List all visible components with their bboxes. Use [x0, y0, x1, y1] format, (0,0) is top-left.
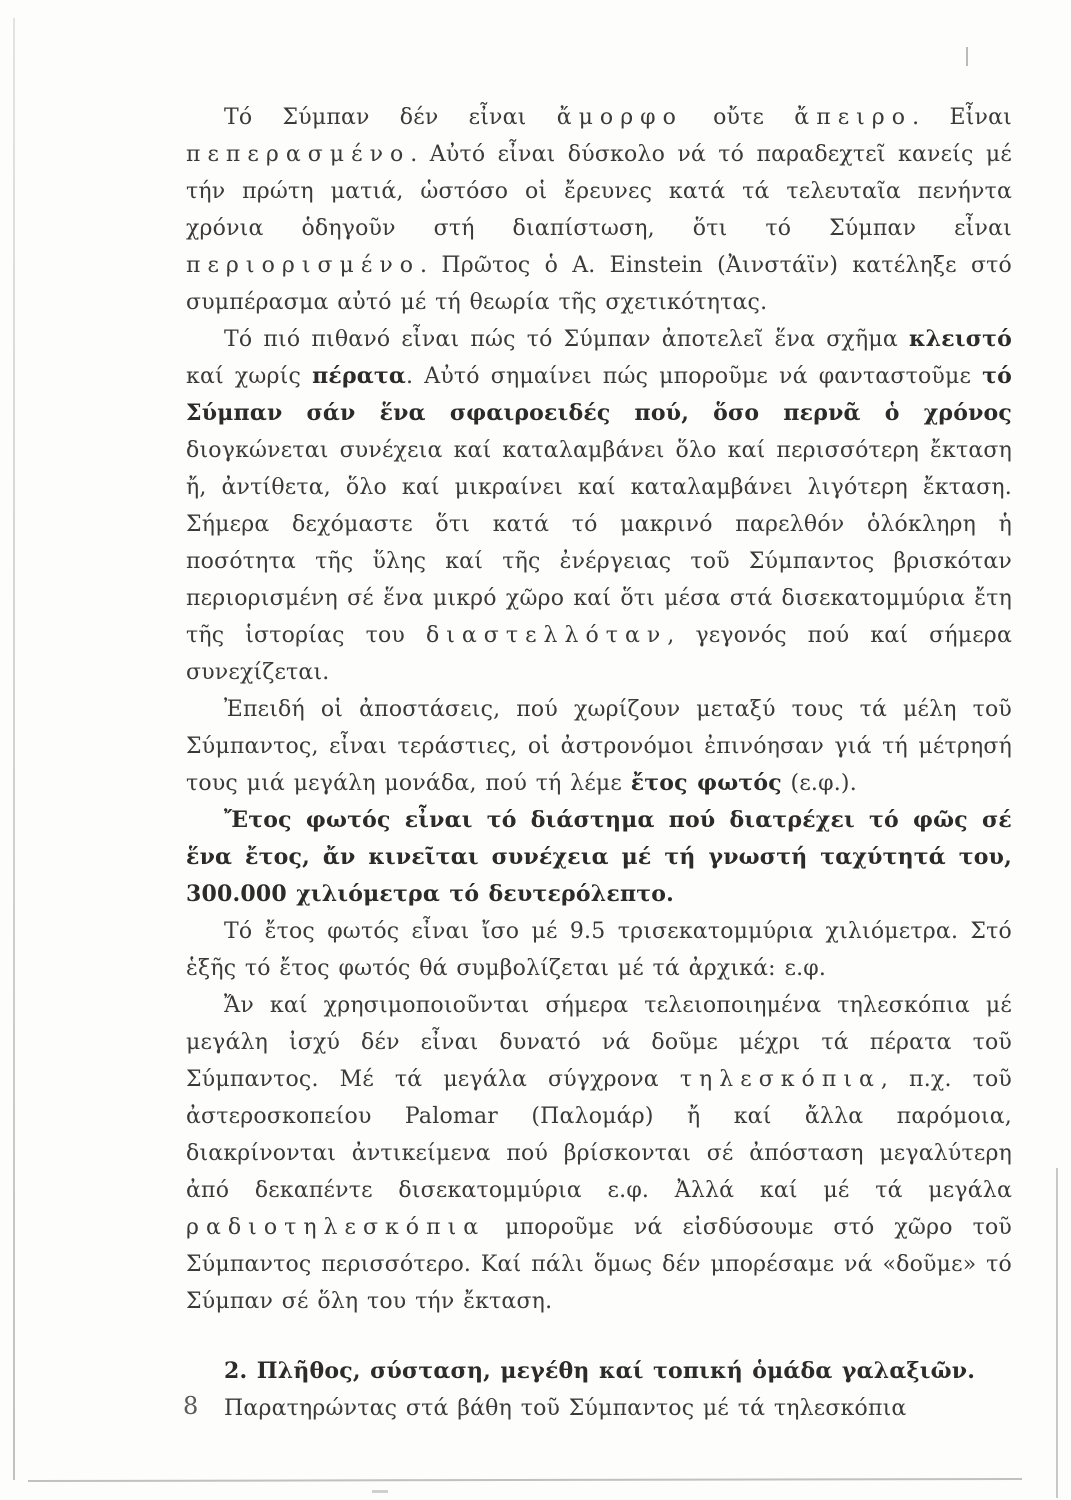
section-heading-galaxies	[186, 1353, 1012, 1390]
text-segment: 2. Πλῆθος, σύσταση, μεγέθη καί τοπική ὁμάδα γαλαξιῶν.	[224, 1358, 976, 1384]
text-segment: κλειστό	[908, 326, 1012, 352]
text-segment: πέρατα	[312, 363, 407, 389]
scan-edge-right	[1056, 1168, 1058, 1498]
text-segment: Τό πιό πιθανό εἶναι πώς τό Σύμπαν ἀποτελεῖ ἕνα σχῆμα	[224, 327, 909, 352]
text-segment: τηλεσκόπια	[679, 1067, 881, 1092]
text-segment: τό Σύμπαν σάν ἕνα σφαιροειδές πού, ὅσο περνᾶ ὁ χρόνος	[186, 363, 1012, 426]
text-segment: Ἐπειδή οἱ ἀποστάσεις, πού χωρίζουν μεταξύ τους τά μέλη τοῦ Σύμπαντος, εἶναι τεράστιες, οἱ ἀστρονόμοι ἐπινόησαν γιά τή μέτρησή τους μιά μεγάλη μονάδα, πού τή λέμε	[186, 697, 1012, 796]
text-segment: διαστελλόταν	[425, 623, 668, 648]
text-segment: καί χωρίς	[186, 364, 313, 389]
paragraph-closed-shape	[186, 321, 1012, 691]
text-segment: Τό ἔτος φωτός εἶναι ἴσο μέ 9.5 τρισεκατομμύρια χιλιόμετρα. Στό ἑξῆς τό ἔτος φωτός θά συμβολίζεται μέ τά ἀρχικά: ε.φ.	[186, 919, 1012, 981]
paragraph-universe-finite	[186, 99, 1012, 321]
text-segment: . Εἶναι	[912, 105, 1012, 130]
text-segment: . Πρῶτος ὁ Α. Einstein (Ἀινστάϊν) κατέληξε στό συμπέρασμα αὐτό μέ τή θεωρία τῆς σχετικότητας.	[186, 253, 1012, 315]
text-segment: Ἔτος φωτός εἶναι τό διάστημα πού διατρέχει τό φῶς σέ ἕνα ἔτος, ἄν κινεῖται συνέχεια μέ τή γνωστή ταχύτητά του, 300.000 χιλιόμετρα τό δευτερόλεπτο.	[186, 807, 1012, 907]
text-segment: Παρατηρώντας στά βάθη τοῦ Σύμπαντος μέ τά τηλεσκόπια	[224, 1396, 907, 1421]
text-segment: μποροῦμε νά εἰσδύσουμε στό χῶρο τοῦ Σύμπαντος περισσότερο. Καί πάλι ὅμως δέν μπορέσαμε νά «δοῦμε» τό Σύμπαν σέ ὅλη του τήν ἔκταση.	[186, 1215, 1012, 1314]
text-segment: , γεγονός πού καί σήμερα συνεχίζεται.	[186, 623, 1013, 685]
text-segment: πεπερασμένο	[186, 142, 411, 167]
text-body	[186, 99, 1012, 1427]
paragraph-light-year-intro	[186, 691, 1012, 802]
text-segment: ἄμορφο	[556, 105, 683, 130]
text-segment: ἔτος φωτός	[630, 770, 782, 796]
text-segment: διογκώνεται συνέχεια καί καταλαμβάνει ὅλο καί περισσότερη ἔκταση ἤ, ἀντίθετα, ὅλο καί μικραίνει καί καταλαμβάνει λιγότερη ἔκταση. Σήμερα δεχόμαστε ὅτι κατά τό μακρινό παρελθόν ὁλόκληρη ἡ ποσότητα τῆς ὕλης καί τῆς ἐνέργειας τοῦ Σύμπαντος βρισκόταν περιορισμένη σέ ἕνα μικρό χῶρο καί ὅτι μέσα στά δισεκατομμύρια ἔτη τῆς ἱστορίας του	[186, 438, 1012, 648]
paragraph-observing-depths	[186, 1390, 1012, 1427]
text-segment: Τό Σύμπαν δέν εἶναι	[224, 105, 557, 130]
paragraph-telescopes	[186, 987, 1012, 1320]
scan-mark-top-right	[966, 47, 968, 66]
scan-edge-bottom	[28, 1478, 1022, 1482]
text-segment: . Αὐτό σημαίνει πώς μποροῦμε νά φανταστοῦμε	[406, 364, 983, 389]
text-segment: . Αὐτό εἶναι δύσκολο νά τό παραδεχτεῖ κανείς μέ τήν πρώτη ματιά, ὡστόσο οἱ ἔρευνες κατά τά τελευταῖα πενήντα χρόνια ὁδηγοῦν στή διαπίστωση, ὅτι τό Σύμπαν εἶναι	[186, 142, 1012, 241]
paragraph-light-year-value	[186, 913, 1012, 987]
scan-edge-left	[13, 18, 15, 1480]
page-number: 8	[183, 1392, 199, 1420]
scan-mark-bottom	[372, 1490, 388, 1493]
text-segment: ἄπειρο	[794, 105, 913, 130]
text-segment: (ε.φ.).	[781, 771, 857, 796]
paragraph-light-year-definition	[186, 802, 1012, 913]
text-segment: , π.χ. τοῦ ἀστεροσκοπείου Palomar (Παλομάρ) ἤ καί ἄλλα παρόμοια, διακρίνονται ἀντικείμενα πού βρίσκονται σέ ἀπόσταση μεγαλύτερη ἀπό δεκαπέντε δισεκατομμύρια ε.φ. Ἀλλά καί μέ τά μεγάλα	[186, 1067, 1012, 1203]
text-segment: οὔτε	[682, 105, 795, 130]
text-segment: ραδιοτηλεσκόπια	[186, 1215, 486, 1240]
text-segment: Ἄν καί χρησιμοποιοῦνται σήμερα τελειοποιημένα τηλεσκόπια μέ μεγάλη ἰσχύ δέν εἶναι δυνατό νά δοῦμε μέχρι τά πέρατα τοῦ Σύμπαντος. Μέ τά μεγάλα σύγχρονα	[186, 993, 1012, 1092]
text-segment: περιορισμένο	[186, 253, 421, 278]
